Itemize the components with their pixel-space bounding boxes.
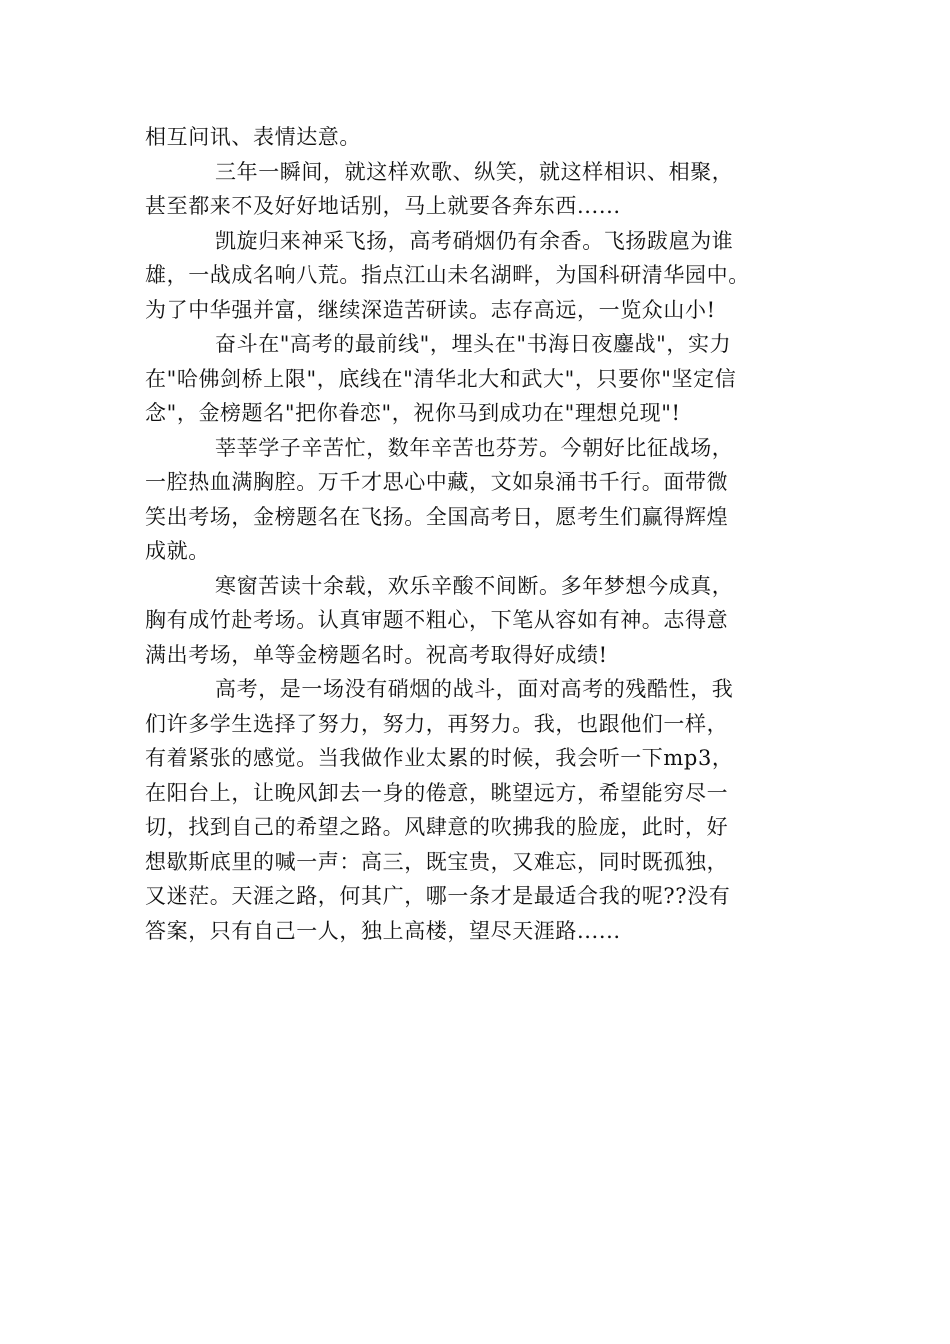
text-line: 为了中华强并富，继续深造苦研读。志存高远，一览众山小!: [145, 297, 716, 322]
text-line: 念"，金榜题名"把你眷恋"，祝你马到成功在"理想兑现"!: [145, 401, 681, 425]
text-line: 一腔热血满胸腔。万千才思心中藏，文如泉涌书千行。面带微: [145, 470, 729, 494]
text-line: 笑出考场，金榜题名在飞扬。全国高考日，愿考生们赢得辉煌: [145, 504, 729, 529]
text-line: 有着紧张的感觉。当我做作业太累的时候，我会听一下mp3，: [145, 746, 734, 770]
text-line: 们许多学生选择了努力，努力，再努力。我，也跟他们一样，: [145, 711, 729, 736]
text-line: 凯旋归来神采飞扬，高考硝烟仍有余香。飞扬跋扈为谁: [215, 228, 734, 253]
text-line: 胸有成竹赴考场。认真审题不粗心，下笔从容如有神。志得意: [145, 608, 729, 632]
text-line: 雄，一战成名响八荒。指点江山未名湖畔，为国科研清华园中。: [145, 263, 750, 287]
text-line: 在阳台上，让晚风卸去一身的倦意，眺望远方，希望能穷尽一: [145, 780, 729, 805]
text-line: 高考，是一场没有硝烟的战斗，面对高考的残酷性，我: [215, 677, 734, 701]
text-line: 相互问讯、表情达意。: [145, 125, 361, 149]
text-line: 甚至都来不及好好地话别，马上就要各奔东西......: [145, 194, 621, 218]
text-line: 成就。: [145, 539, 210, 563]
document-body: [145, 120, 813, 948]
text-line: 切，找到自己的希望之路。风肆意的吹拂我的脸庞，此时，好: [145, 815, 729, 839]
text-line: 奋斗在"高考的最前线"，埋头在"书海日夜鏖战"，实力: [215, 332, 732, 356]
text-line: 莘莘学子辛苦忙，数年辛苦也芬芳。今朝好比征战场，: [215, 435, 734, 460]
text-line: 又迷茫。天涯之路，何其广，哪一条才是最适合我的呢??没有: [145, 884, 731, 908]
text-line: 答案，只有自己一人，独上高楼，望尽天涯路......: [145, 918, 621, 943]
text-line: 满出考场，单等金榜题名时。祝高考取得好成绩!: [145, 642, 608, 667]
text-line: 寒窗苦读十余载，欢乐辛酸不间断。多年梦想今成真，: [215, 573, 734, 598]
text-line: 三年一瞬间，就这样欢歌、纵笑，就这样相识、相聚，: [215, 159, 734, 184]
text-line: 想歇斯底里的喊一声：高三，既宝贵，又难忘，同时既孤独，: [145, 849, 729, 874]
text-line: 在"哈佛剑桥上限"，底线在"清华北大和武大"，只要你"坚定信: [145, 366, 737, 391]
